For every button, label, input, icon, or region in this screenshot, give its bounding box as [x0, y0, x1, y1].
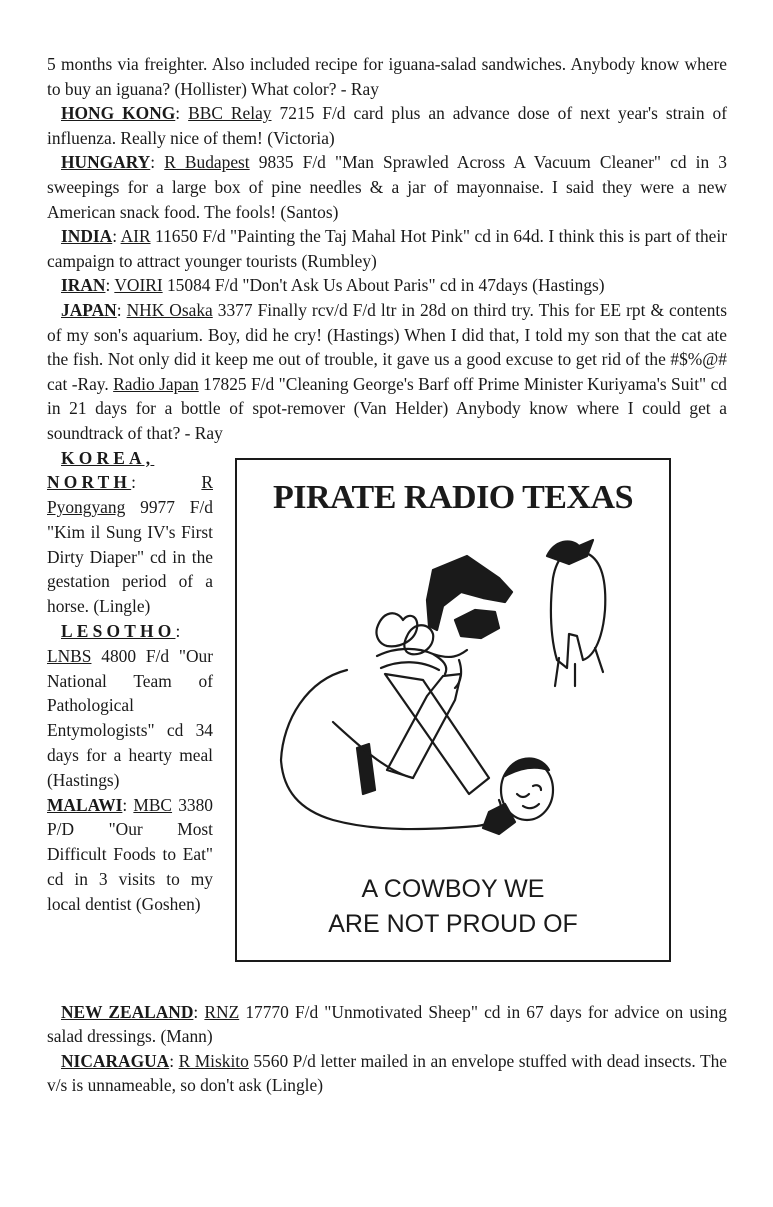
station-name: NHK Osaka — [126, 299, 213, 320]
country-heading: HUNGARY — [61, 152, 151, 173]
entry-text: 7215 F/d card plus an advance dose of next year's strain of influenza. Really nice of them! (Victoria) — [47, 103, 727, 148]
ad-caption-line-1: A COWBOY WE — [361, 874, 545, 903]
entry-text: 9977 F/d "Kim il Sung IV's First Dirty Diaper" cd in the gestation period of a horse. (Lingle) — [47, 497, 213, 617]
station-name: VOIRI — [114, 275, 163, 296]
entry-nicaragua: NICARAGUA: R Miskito 5560 P/d letter mailed in an envelope stuffed with dead insects. The v/s is unnameable, so don't ask (Lingle) — [47, 1050, 727, 1096]
country-heading: NEW ZEALAND — [61, 1001, 194, 1022]
cow-body — [551, 551, 605, 668]
entry-text-2: 17825 F/d "Cleaning George's Barf off Prime Minister Kuriyama's Suit" cd in 21 days for a bottle of spot-remover (Van Helder) Anybody know where I could get a soundtrack of that? - Ray — [47, 373, 727, 443]
country-heading: IRAN — [61, 275, 106, 296]
entry-newzealand: NEW ZEALAND: RNZ 17770 F/d "Unmotivated Sheep" cd in 67 days for advice on using salad dressings. (Mann) — [47, 1001, 727, 1047]
bandana — [483, 804, 515, 834]
ad-title-text: PIRATE RADIO TEXAS — [272, 478, 634, 516]
leg-right — [387, 674, 461, 778]
country-heading: INDIA — [61, 226, 113, 247]
station-name: R Miskito — [178, 1050, 249, 1071]
station-name: AIR — [120, 226, 151, 247]
entry-hongkong: HONG KONG: BBC Relay 7215 F/d card plus an advance dose of next year's strain of influenza. Really nice of them! (Victoria) — [47, 103, 727, 148]
station-name: RNZ — [204, 1001, 240, 1022]
split-section — [47, 446, 727, 996]
entry-lesotho: LESOTHO: LNBS 4800 F/d "Our National Team of Pathological Entymologists" cd 34 days for a hearty meal (Hastings) — [47, 621, 213, 790]
intro-text: 5 months via freighter. Also included recipe for iguana-salad sandwiches. Anybody know where to buy an iguana? (Hollister) What color? - Ray — [47, 54, 727, 99]
ad-caption-line-2: ARE NOT PROUD OF — [328, 909, 578, 938]
entry-iran: IRAN: VOIRI 15084 F/d "Don't Ask Us About Paris" cd in 47days (Hastings) — [61, 275, 605, 296]
entry-text: 5560 P/d letter mailed in an envelope stuffed with dead insects. The v/s is unnameable, so don't ask (Lingle) — [47, 1050, 727, 1096]
station-name: R Pyongyang — [47, 472, 213, 518]
cowboy-hair — [505, 758, 549, 775]
station-name-2: Radio Japan — [113, 373, 199, 394]
country-heading: JAPAN — [61, 299, 117, 320]
intro-paragraph — [47, 52, 727, 101]
pirate-radio-ad — [235, 458, 671, 962]
cow-head — [547, 540, 593, 564]
station-name: BBC Relay — [188, 103, 272, 124]
entry-text: 15084 F/d "Don't Ask Us About Paris" cd in 47days (Hastings) — [162, 275, 605, 296]
entry-india: INDIA: AIR 11650 F/d "Painting the Taj Mahal Hot Pink" cd in 64d. I think this is part of their campaign to attract younger tourists (Rumbley) — [47, 226, 727, 271]
right-boot — [455, 610, 499, 638]
country-heading: NICARAGUA — [61, 1050, 170, 1071]
cow-legs — [555, 648, 603, 686]
torso — [281, 670, 501, 829]
entry-text: 11650 F/d "Painting the Taj Mahal Hot Pink" cd in 64d. I think this is part of their campaign to attract younger tourists (Rumbley) — [47, 226, 727, 271]
entry-text: 3380 P/D "Our Most Difficult Foods to Eat" cd in 3 visits to my local dentist (Goshen) — [47, 794, 213, 914]
station-name: LNBS — [47, 645, 92, 666]
entry-japan: JAPAN: NHK Osaka 3377 Finally rcv/d F/d ltr in 28d on third try. This for EE rpt & contents of my son's aquarium. Boy, did he cry! (Hastings) When I did that, I told my son that the cat ate the fish. Not only did it keep me out of trouble, it gave us a good excuse to get rid of the #$%@# cat -Ray. Radio Japan 17825 F/d "Cleaning George's Barf off Prime Minister Kuriyama's Suit" cd in 21 days for a bottle of spot-remover (Van Helder) Anybody know where I could get a soundtrack of that? - Ray — [47, 299, 727, 443]
country-heading: MALAWI — [47, 794, 123, 815]
station-name: R Budapest — [164, 152, 250, 173]
page-content — [47, 52, 727, 1098]
entry-malawi: MALAWI: MBC 3380 P/D "Our Most Difficult Foods to Eat" cd in 3 visits to my local dentist (Goshen) — [47, 794, 213, 914]
country-heading: LESOTHO — [61, 621, 176, 642]
narrow-column — [47, 446, 213, 917]
country-heading: KOREA, NORTH — [47, 447, 155, 493]
cowboy-face — [517, 785, 541, 808]
country-heading: HONG KONG — [61, 103, 176, 124]
station-name: MBC — [133, 794, 173, 815]
entry-text: 9835 F/d "Man Sprawled Across A Vacuum Cleaner" cd in 3 sweepings for a large box of pine needles & a jar of mayonnaise. I said they were a new American snack food. The fools! (Santos) — [47, 152, 727, 222]
entry-text: 3377 Finally rcv/d F/d ltr in 28d on third try. This for EE rpt & contents of my son's aquarium. Boy, did he cry! (Hastings) When I did that, I told my son that the cat ate the fish. Not only did it keep me out of trouble, it gave us a good excuse to get rid of the #$%@# cat -Ray. — [47, 299, 727, 394]
ad-caption — [237, 872, 669, 942]
entry-text: 17770 F/d "Unmotivated Sheep" cd in 67 days for advice on using salad dressings. (Mann) — [47, 1001, 727, 1047]
entry-text: 4800 F/d "Our National Team of Pathological Entymologists" cd 34 days for a hearty meal (Hastings) — [47, 645, 213, 790]
entry-korea: KOREA, NORTH: R Pyongyang 9977 F/d "Kim il Sung IV's First Dirty Diaper" cd in the gestation period of a horse. (Lingle) — [47, 447, 213, 617]
entry-hungary: HUNGARY: R Budapest 9835 F/d "Man Sprawled Across A Vacuum Cleaner" cd in 3 sweepings for a large box of pine needles & a jar of mayonnaise. I said they were a new American snack food. The fools! (Santos) — [47, 152, 727, 222]
